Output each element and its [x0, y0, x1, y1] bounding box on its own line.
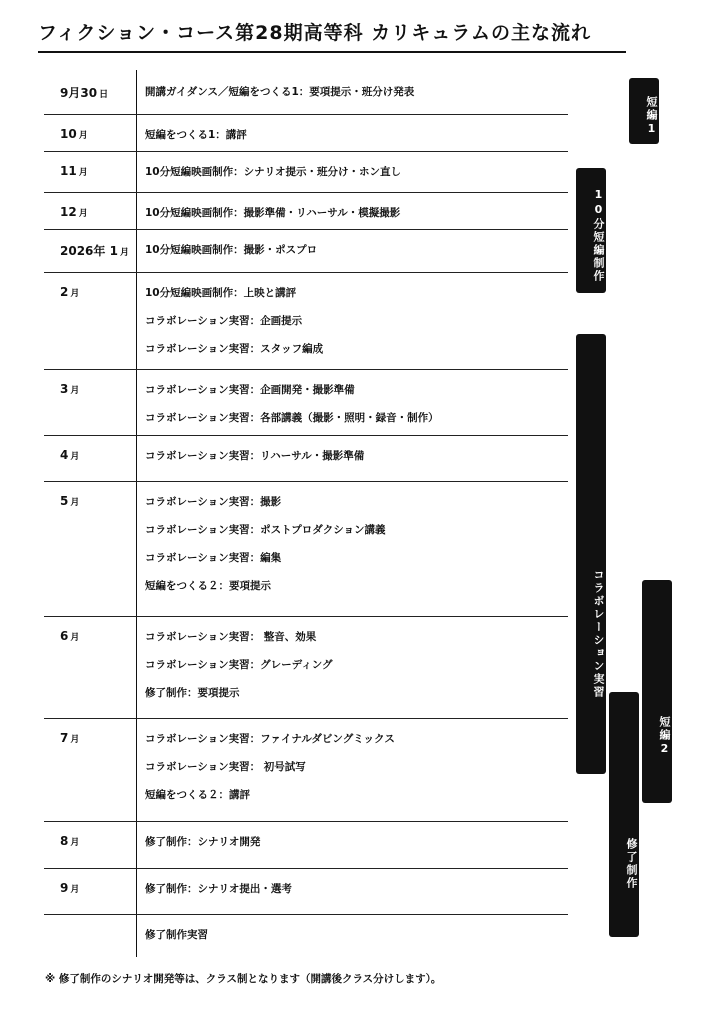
curriculum-item: コラボレーション実習：撮影	[145, 496, 282, 508]
row-date	[60, 629, 79, 643]
bar-graduation-production	[609, 692, 639, 937]
row-date-number: 3	[60, 382, 69, 396]
row-date	[60, 84, 108, 101]
curriculum-item: 修了制作：シナリオ提出・選考	[145, 883, 292, 895]
curriculum-item: 修了制作：シナリオ開発	[145, 836, 261, 848]
row-date-unit: 月	[78, 131, 88, 141]
curriculum-item: コラボレーション実習：ファイナルダビングミックス	[145, 733, 395, 745]
curriculum-item: 修了制作：要項提示	[145, 687, 240, 699]
row-date-unit: 月	[119, 248, 129, 258]
row-date-number: 6	[60, 629, 69, 643]
timeline-row	[44, 72, 568, 115]
curriculum-item: 短編をつくる1：講評	[145, 129, 247, 141]
row-date-number: 9月30	[60, 86, 98, 100]
row-date-number: 9	[60, 881, 69, 895]
timeline-row	[44, 482, 568, 617]
row-date-unit: 月	[70, 452, 80, 462]
timeline-row	[44, 436, 568, 482]
timeline-row	[44, 915, 568, 957]
timeline-row	[44, 617, 568, 719]
timeline-row	[44, 869, 568, 915]
row-date-unit: 月	[70, 838, 80, 848]
timeline-row	[44, 115, 568, 152]
row-date	[60, 242, 129, 259]
bar-label: 短編1	[645, 95, 658, 137]
curriculum-item: コラボレーション実習：企画開発・撮影準備	[145, 384, 355, 396]
row-date	[60, 834, 79, 848]
curriculum-item: コラボレーション実習：リハーサル・撮影準備	[145, 450, 365, 462]
bar-label: 10分短編制作	[592, 188, 605, 283]
curriculum-item: 10分短編映画制作：撮影準備・リハーサル・模擬撮影	[145, 207, 401, 219]
curriculum-item: 開講ガイダンス／短編をつくる1：要項提示・班分け発表	[145, 86, 415, 98]
timeline-row	[44, 193, 568, 230]
curriculum-item: 短編をつくる２：要項提示	[145, 580, 271, 592]
row-date-number: 2	[60, 285, 69, 299]
curriculum-item: コラボレーション実習：企画提示	[145, 315, 303, 327]
row-date-number: 10	[60, 127, 77, 141]
bar-10min-short-production	[576, 168, 606, 293]
row-date-number: 5	[60, 494, 69, 508]
row-date-unit: 月	[78, 168, 88, 178]
curriculum-item: 修了制作実習	[145, 929, 208, 941]
row-date-number: 12	[60, 205, 77, 219]
curriculum-item: コラボレーション実習：各部講義（撮影・照明・録音・制作）	[145, 412, 439, 424]
row-date-number: 4	[60, 448, 69, 462]
footnote: ※ 修了制作のシナリオ開発等は、クラス制となります（開講後クラス分けします）。	[45, 973, 442, 985]
curriculum-item: 10分短編映画制作：撮影・ポスプロ	[145, 244, 318, 256]
curriculum-item: 10分短編映画制作：シナリオ提示・班分け・ホン直し	[145, 166, 402, 178]
timeline-row	[44, 822, 568, 869]
bar-label: 修了制作	[625, 837, 638, 890]
timeline-row	[44, 719, 568, 822]
row-date	[60, 382, 79, 396]
row-date-number: 8	[60, 834, 69, 848]
curriculum-item: コラボレーション実習：編集	[145, 552, 282, 564]
row-date-unit: 月	[70, 735, 80, 745]
timeline-row	[44, 370, 568, 436]
bar-short-film-1	[629, 78, 659, 144]
row-date	[60, 494, 79, 508]
row-date	[60, 164, 88, 178]
curriculum-item: 10分短編映画制作：上映と講評	[145, 287, 297, 299]
curriculum-item: コラボレーション実習： 初号試写	[145, 761, 306, 773]
bar-short-film-2	[642, 580, 672, 803]
row-date-number: 2026年 1	[60, 244, 118, 258]
row-date-number: 11	[60, 164, 77, 178]
row-date-number: 7	[60, 731, 69, 745]
bar-label: コラボレーション実習	[592, 569, 605, 699]
row-date-unit: 月	[70, 289, 80, 299]
row-date	[60, 881, 79, 895]
bar-label: 短編2	[658, 716, 671, 757]
curriculum-item: コラボレーション実習：スタッフ編成	[145, 343, 324, 355]
timeline-row	[44, 230, 568, 273]
row-date-unit: 月	[70, 386, 80, 396]
row-date-unit: 月	[70, 633, 80, 643]
page-title: フィクション・コース第28期高等科 カリキュラムの主な流れ	[38, 18, 626, 53]
timeline-row	[44, 273, 568, 370]
bar-collaboration-practice	[576, 334, 606, 774]
row-date-unit: 月	[78, 209, 88, 219]
timeline-row	[44, 152, 568, 193]
row-date-unit: 日	[99, 90, 109, 100]
row-date	[60, 127, 88, 141]
row-date	[60, 448, 79, 462]
curriculum-item: コラボレーション実習： 整音、効果	[145, 631, 317, 643]
row-date	[60, 285, 79, 299]
row-date	[60, 731, 79, 745]
curriculum-item: 短編をつくる２：講評	[145, 789, 250, 801]
row-date-unit: 月	[70, 498, 80, 508]
curriculum-item: コラボレーション実習：グレーディング	[145, 659, 333, 671]
row-date-unit: 月	[70, 885, 80, 895]
curriculum-item: コラボレーション実習：ポストプロダクション講義	[145, 524, 386, 536]
row-date	[60, 205, 88, 219]
